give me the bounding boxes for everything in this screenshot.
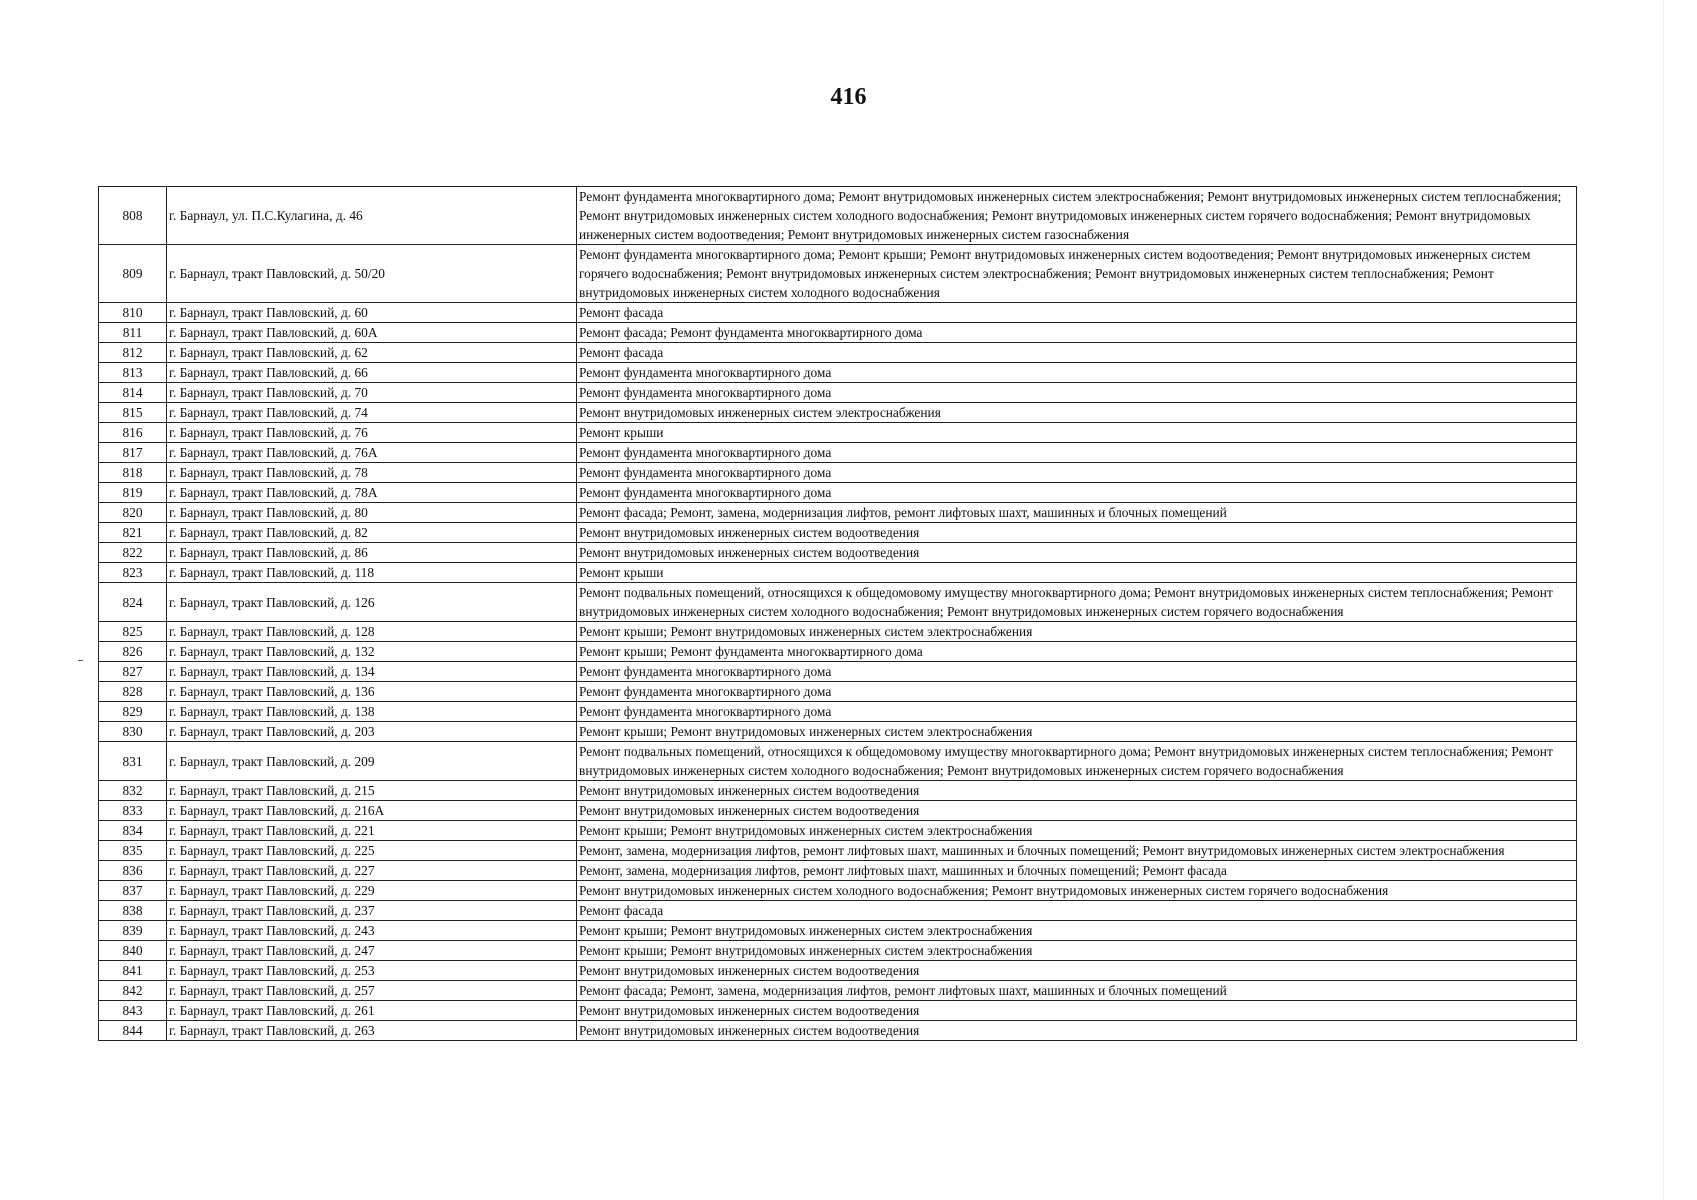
row-number: 814	[99, 383, 167, 403]
row-number: 841	[99, 961, 167, 981]
row-number: 824	[99, 583, 167, 622]
row-works: Ремонт крыши; Ремонт внутридомовых инженерных систем электроснабжения	[577, 722, 1577, 742]
row-address: г. Барнаул, тракт Павловский, д. 80	[167, 503, 577, 523]
row-works: Ремонт внутридомовых инженерных систем водоотведения	[577, 1001, 1577, 1021]
table-row	[99, 1021, 1577, 1041]
row-works: Ремонт фундамента многоквартирного дома	[577, 463, 1577, 483]
table-row	[99, 841, 1577, 861]
scan-mark	[78, 660, 83, 661]
table-row	[99, 781, 1577, 801]
row-number: 810	[99, 303, 167, 323]
row-works: Ремонт крыши	[577, 423, 1577, 443]
table-row	[99, 323, 1577, 343]
row-number: 836	[99, 861, 167, 881]
row-number: 820	[99, 503, 167, 523]
row-works: Ремонт внутридомовых инженерных систем водоотведения	[577, 543, 1577, 563]
row-address: г. Барнаул, тракт Павловский, д. 247	[167, 941, 577, 961]
row-number: 826	[99, 642, 167, 662]
row-address: г. Барнаул, тракт Павловский, д. 62	[167, 343, 577, 363]
row-works: Ремонт внутридомовых инженерных систем водоотведения	[577, 781, 1577, 801]
row-number: 812	[99, 343, 167, 363]
row-works: Ремонт фундамента многоквартирного дома	[577, 682, 1577, 702]
row-number: 832	[99, 781, 167, 801]
row-works: Ремонт внутридомовых инженерных систем водоотведения	[577, 801, 1577, 821]
table-row	[99, 463, 1577, 483]
row-works: Ремонт фундамента многоквартирного дома	[577, 483, 1577, 503]
row-number: 840	[99, 941, 167, 961]
table-row	[99, 722, 1577, 742]
row-number: 809	[99, 245, 167, 303]
table-row	[99, 662, 1577, 682]
row-works: Ремонт фасада	[577, 343, 1577, 363]
table-row	[99, 961, 1577, 981]
row-works: Ремонт, замена, модернизация лифтов, ремонт лифтовых шахт, машинных и блочных помещений; Ремонт фасада	[577, 861, 1577, 881]
table-row	[99, 682, 1577, 702]
row-address: г. Барнаул, тракт Павловский, д. 78	[167, 463, 577, 483]
row-works: Ремонт крыши; Ремонт внутридомовых инженерных систем электроснабжения	[577, 622, 1577, 642]
table-body	[99, 187, 1577, 1041]
page-number: 416	[830, 84, 867, 110]
table-row	[99, 363, 1577, 383]
row-number: 834	[99, 821, 167, 841]
table-row	[99, 801, 1577, 821]
row-address: г. Барнаул, тракт Павловский, д. 82	[167, 523, 577, 543]
table-row	[99, 702, 1577, 722]
row-address: г. Барнаул, тракт Павловский, д. 227	[167, 861, 577, 881]
row-number: 842	[99, 981, 167, 1001]
row-number: 815	[99, 403, 167, 423]
row-address: г. Барнаул, тракт Павловский, д. 237	[167, 901, 577, 921]
row-number: 830	[99, 722, 167, 742]
row-address: г. Барнаул, тракт Павловский, д. 66	[167, 363, 577, 383]
row-number: 813	[99, 363, 167, 383]
row-address: г. Барнаул, тракт Павловский, д. 74	[167, 403, 577, 423]
row-address: г. Барнаул, тракт Павловский, д. 225	[167, 841, 577, 861]
row-number: 819	[99, 483, 167, 503]
table-row	[99, 881, 1577, 901]
row-number: 808	[99, 187, 167, 245]
table-row	[99, 921, 1577, 941]
row-number: 823	[99, 563, 167, 583]
table-row	[99, 503, 1577, 523]
table-row	[99, 343, 1577, 363]
row-works: Ремонт внутридомовых инженерных систем электроснабжения	[577, 403, 1577, 423]
row-works: Ремонт фундамента многоквартирного дома	[577, 383, 1577, 403]
row-number: 829	[99, 702, 167, 722]
row-works: Ремонт внутридомовых инженерных систем холодного водоснабжения; Ремонт внутридомовых инженерных систем горячего водоснабжения	[577, 881, 1577, 901]
row-number: 839	[99, 921, 167, 941]
table-row	[99, 423, 1577, 443]
row-address: г. Барнаул, тракт Павловский, д. 60А	[167, 323, 577, 343]
row-works: Ремонт, замена, модернизация лифтов, ремонт лифтовых шахт, машинных и блочных помещений; Ремонт внутридомовых инженерных систем электроснабжения	[577, 841, 1577, 861]
row-address: г. Барнаул, тракт Павловский, д. 86	[167, 543, 577, 563]
row-works: Ремонт фундамента многоквартирного дома	[577, 662, 1577, 682]
row-number: 827	[99, 662, 167, 682]
scan-edge	[1663, 0, 1664, 1200]
row-address: г. Барнаул, тракт Павловский, д. 76А	[167, 443, 577, 463]
row-works: Ремонт внутридомовых инженерных систем водоотведения	[577, 523, 1577, 543]
row-address: г. Барнаул, тракт Павловский, д. 50/20	[167, 245, 577, 303]
row-number: 838	[99, 901, 167, 921]
table-row	[99, 861, 1577, 881]
row-address: г. Барнаул, тракт Павловский, д. 132	[167, 642, 577, 662]
row-works: Ремонт фундамента многоквартирного дома; Ремонт крыши; Ремонт внутридомовых инженерных систем водоотведения; Ремонт внутридомовых инженерных систем горячего водоснабжения; Ремонт внутридомовых инженерных систем электроснабжения; Ремонт внутридомовых инженерных систем теплоснабжения; Ремонт внутридомовых инженерных систем холодного водоснабжения	[577, 245, 1577, 303]
row-address: г. Барнаул, тракт Павловский, д. 60	[167, 303, 577, 323]
table-row	[99, 245, 1577, 303]
row-works: Ремонт фундамента многоквартирного дома	[577, 363, 1577, 383]
table-row	[99, 901, 1577, 921]
row-number: 833	[99, 801, 167, 821]
row-number: 837	[99, 881, 167, 901]
row-address: г. Барнаул, тракт Павловский, д. 138	[167, 702, 577, 722]
row-works: Ремонт фасада	[577, 303, 1577, 323]
row-number: 835	[99, 841, 167, 861]
table-row	[99, 622, 1577, 642]
table-row	[99, 563, 1577, 583]
row-address: г. Барнаул, тракт Павловский, д. 134	[167, 662, 577, 682]
row-works: Ремонт крыши	[577, 563, 1577, 583]
table-row	[99, 303, 1577, 323]
row-works: Ремонт крыши; Ремонт внутридомовых инженерных систем электроснабжения	[577, 921, 1577, 941]
row-number: 816	[99, 423, 167, 443]
row-works: Ремонт крыши; Ремонт внутридомовых инженерных систем электроснабжения	[577, 941, 1577, 961]
row-address: г. Барнаул, тракт Павловский, д. 261	[167, 1001, 577, 1021]
row-address: г. Барнаул, тракт Павловский, д. 243	[167, 921, 577, 941]
row-number: 818	[99, 463, 167, 483]
row-number: 811	[99, 323, 167, 343]
row-number: 831	[99, 742, 167, 781]
row-address: г. Барнаул, тракт Павловский, д. 253	[167, 961, 577, 981]
row-works: Ремонт фасада; Ремонт, замена, модернизация лифтов, ремонт лифтовых шахт, машинных и блочных помещений	[577, 503, 1577, 523]
row-address: г. Барнаул, тракт Павловский, д. 215	[167, 781, 577, 801]
table-row	[99, 583, 1577, 622]
row-works: Ремонт внутридомовых инженерных систем водоотведения	[577, 961, 1577, 981]
table-row	[99, 443, 1577, 463]
row-address: г. Барнаул, тракт Павловский, д. 229	[167, 881, 577, 901]
works-register-table	[98, 186, 1577, 1041]
table-row	[99, 981, 1577, 1001]
row-address: г. Барнаул, тракт Павловский, д. 263	[167, 1021, 577, 1041]
table-row	[99, 821, 1577, 841]
table-row	[99, 1001, 1577, 1021]
table-row	[99, 483, 1577, 503]
row-works: Ремонт фундамента многоквартирного дома	[577, 702, 1577, 722]
row-number: 822	[99, 543, 167, 563]
row-works: Ремонт крыши; Ремонт внутридомовых инженерных систем электроснабжения	[577, 821, 1577, 841]
table-row	[99, 187, 1577, 245]
row-address: г. Барнаул, тракт Павловский, д. 126	[167, 583, 577, 622]
row-works: Ремонт подвальных помещений, относящихся к общедомовому имуществу многоквартирного дома; Ремонт внутридомовых инженерных систем теплоснабжения; Ремонт внутридомовых инженерных систем холодного водоснабжения; Ремонт внутридомовых инженерных систем горячего водоснабжения	[577, 742, 1577, 781]
table-row	[99, 523, 1577, 543]
row-address: г. Барнаул, тракт Павловский, д. 203	[167, 722, 577, 742]
row-address: г. Барнаул, тракт Павловский, д. 216А	[167, 801, 577, 821]
row-number: 828	[99, 682, 167, 702]
row-number: 843	[99, 1001, 167, 1021]
table-row	[99, 383, 1577, 403]
table-row	[99, 403, 1577, 423]
row-number: 821	[99, 523, 167, 543]
row-address: г. Барнаул, тракт Павловский, д. 78А	[167, 483, 577, 503]
row-works: Ремонт внутридомовых инженерных систем водоотведения	[577, 1021, 1577, 1041]
row-address: г. Барнаул, тракт Павловский, д. 221	[167, 821, 577, 841]
row-number: 817	[99, 443, 167, 463]
row-address: г. Барнаул, тракт Павловский, д. 118	[167, 563, 577, 583]
row-address: г. Барнаул, тракт Павловский, д. 136	[167, 682, 577, 702]
row-works: Ремонт фундамента многоквартирного дома	[577, 443, 1577, 463]
row-number: 844	[99, 1021, 167, 1041]
row-address: г. Барнаул, тракт Павловский, д. 209	[167, 742, 577, 781]
row-works: Ремонт крыши; Ремонт фундамента многоквартирного дома	[577, 642, 1577, 662]
table-row	[99, 742, 1577, 781]
row-works: Ремонт фундамента многоквартирного дома; Ремонт внутридомовых инженерных систем электроснабжения; Ремонт внутридомовых инженерных систем теплоснабжения; Ремонт внутридомовых инженерных систем холодного водоснабжения; Ремонт внутридомовых инженерных систем горячего водоснабжения; Ремонт внутридомовых инженерных систем водоотведения; Ремонт внутридомовых инженерных систем газоснабжения	[577, 187, 1577, 245]
row-address: г. Барнаул, тракт Павловский, д. 70	[167, 383, 577, 403]
table-row	[99, 941, 1577, 961]
table-row	[99, 642, 1577, 662]
row-works: Ремонт подвальных помещений, относящихся к общедомовому имуществу многоквартирного дома; Ремонт внутридомовых инженерных систем теплоснабжения; Ремонт внутридомовых инженерных систем холодного водоснабжения; Ремонт внутридомовых инженерных систем горячего водоснабжения	[577, 583, 1577, 622]
row-address: г. Барнаул, ул. П.С.Кулагина, д. 46	[167, 187, 577, 245]
row-works: Ремонт фасада	[577, 901, 1577, 921]
row-address: г. Барнаул, тракт Павловский, д. 257	[167, 981, 577, 1001]
row-number: 825	[99, 622, 167, 642]
table-row	[99, 543, 1577, 563]
row-works: Ремонт фасада; Ремонт, замена, модернизация лифтов, ремонт лифтовых шахт, машинных и блочных помещений	[577, 981, 1577, 1001]
row-works: Ремонт фасада; Ремонт фундамента многоквартирного дома	[577, 323, 1577, 343]
row-address: г. Барнаул, тракт Павловский, д. 76	[167, 423, 577, 443]
row-address: г. Барнаул, тракт Павловский, д. 128	[167, 622, 577, 642]
